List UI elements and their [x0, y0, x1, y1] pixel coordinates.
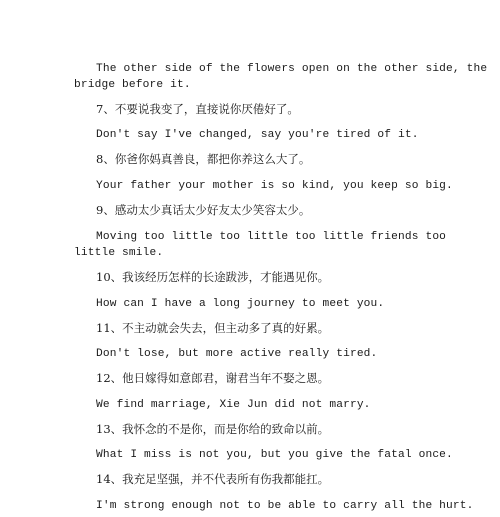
text-line-english: Moving too little too little too little friends too: [96, 231, 447, 243]
text-line-chinese: 7、不要说我变了，直接说你厌倦好了。: [96, 102, 299, 116]
text-line-english: bridge before it.: [74, 79, 191, 91]
text-line-chinese: 14、我充足坚强，并不代表所有伤我都能扛。: [96, 472, 330, 486]
text-line-chinese: 13、我怀念的不是你，而是你给的致命以前。: [96, 422, 330, 436]
text-line-english: Don't say I've changed, say you're tired of it.: [96, 129, 419, 141]
text-line-english: What I miss is not you, but you give the fatal once.: [96, 449, 453, 461]
text-line-chinese: 11、不主动就会失去，但主动多了真的好累。: [96, 321, 330, 335]
text-line-chinese: 10、我该经历怎样的长途跋涉，才能遇见你。: [96, 270, 330, 284]
text-line-english: little smile.: [74, 247, 164, 259]
text-line-english: Don't lose, but more active really tired.: [96, 348, 378, 360]
text-line-english: The other side of the flowers open on the other side, the: [96, 63, 488, 75]
text-line-english: How can I have a long journey to meet you.: [96, 298, 385, 310]
text-line-chinese: 8、你爸你妈真善良，都把你养这么大了。: [96, 152, 311, 166]
text-line-chinese: 9、感动太少真话太少好友太少笑容太少。: [96, 203, 311, 217]
text-line-english: I'm strong enough not to be able to carry all the hurt.: [96, 500, 474, 512]
text-line-chinese: 12、他日嫁得如意郎君，谢君当年不娶之恩。: [96, 371, 330, 385]
text-line-english: We find marriage, Xie Jun did not marry.: [96, 399, 371, 411]
text-line-english: Your father your mother is so kind, you keep so big.: [96, 180, 453, 192]
